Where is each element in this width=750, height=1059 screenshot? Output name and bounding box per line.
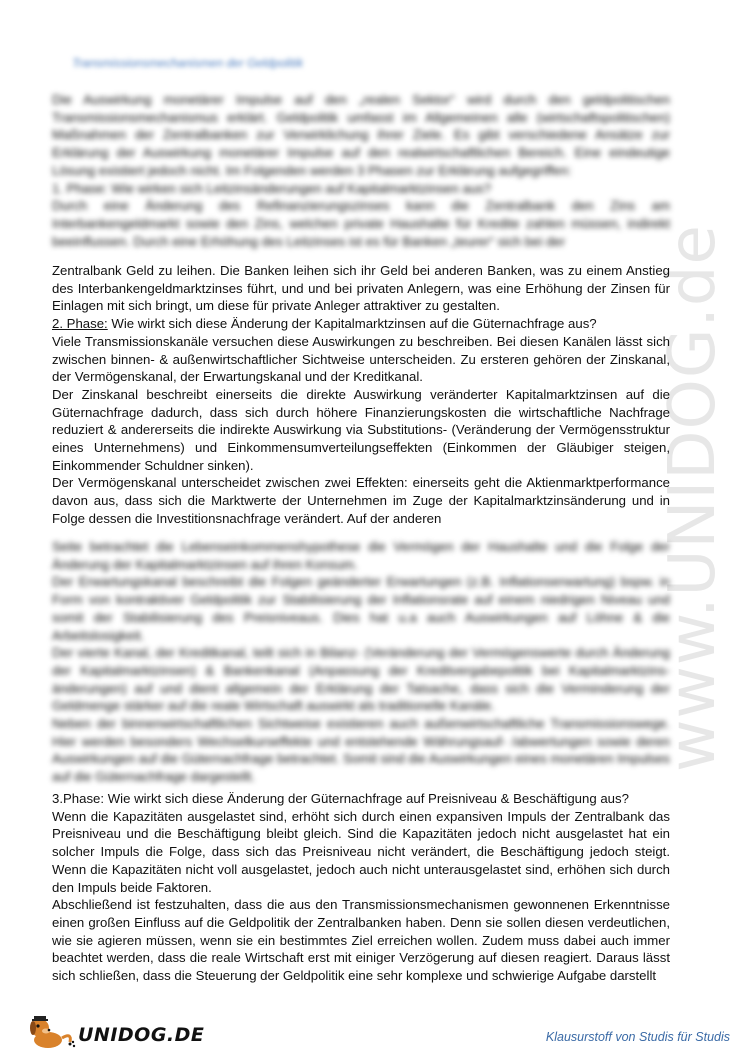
phase1-continuation: Zentralbank Geld zu leihen. Die Banken leihen sich ihr Geld bei anderen Banken, was zu einem Anstieg des Interbankengeldmarktzinses führt, und und bei privaten Anlegern, was eine Erhöhung der Zinsen für Einlagen mit sich bringt, um diese für private Anleger attraktiver zu gestalten. [52,263,670,314]
phase3-paragraph: Wenn die Kapazitäten ausgelastet sind, erhöht sich durch einen expansiven Impuls der Zentralbank das Preisniveau und die Beschäftigung bleibt gleich. Sind die Kapazitäten jedoch nicht ausgelastet hat ein solcher Impuls die Folge, dass sich das Preisniveau nicht verändert, die Beschäftigung jedoch steigt. Wenn die Kapazitäten nicht voll ausgelastet, jedoch auch nicht unterausgelastet sind, erhöhen sich durch den Impuls beide Faktoren. [52,808,670,895]
phase3-heading: 3.Phase: Wie wirkt sich diese Änderung der Güternachfrage auf Preisniveau & Beschäftigung aus? [52,791,629,806]
watermark-text: www.UNIDOG.de [656,224,730,772]
interest-channel-paragraph: Der Zinskanal beschreibt einerseits die direkte Auswirkung veränderter Kapitalmarktzinsen auf die Güternachfrage dadurch, dass sich durch höhere Finanzierungskosten die wirtschaftliche Nachfrage reduziert & andererseits die indirekte Auswirkung via Substitutions- (Veränderung der Vermögensstruktur eines Unternehmens) und Einkommensumverteilungseffekten (Einkommen der Gläubiger steigen, Einkommender Schuldner sinken). [52,386,670,473]
conclusion-paragraph: Abschließend ist festzuhalten, dass die aus den Transmissionsmechanismen gewonnenen Erkenntnisse einen großen Einfluss auf die Geldpolitik der Zentralbanken haben. Denn sie sollen diesen verdeutlichen, wie sie agieren müssen, wenn sie ein bestimmtes Ziel erreichen wollen. Zudem muss dabei auch immer beachtet werden, dass die reale Wirtschaft erst mit einiger Verzögerung auf diesen reagiert. Daraus lässt sich schließen, dass die Steuerung der Geldpolitik eine sehr komplexe und schwierige Aufgabe darstellt [52,897,670,984]
intro-paragraph: Die Auswirkung monetärer Impulse auf den „realen Sektor“ wird durch den geldpolitischen Transmissionsmechanismus erklärt. Geldpolitik umfasst im Allgemeinen alle (wirtschaftspolitischen) Maßnahmen der Zentralbanken zur Verwirklichung ihrer Ziele. Es gibt verschiedene Ansätze zur Erklärung der Auswirkung monetärer Impulse auf den realwirtschaftlichen Bereich. Eine eindeutige Lösung existiert jedoch nicht. Im Folgenden werden 3 Phasen zur Erklärung aufgegriffen: [52,92,670,178]
phase2-question: Wie wirkt sich diese Änderung der Kapitalmarktzinsen auf die Güternachfrage aus? [107,316,597,332]
dog-mascot-icon [26,1014,78,1050]
phase1-paragraph: Durch eine Änderung des Refinanzierungszinses kann die Zentralbank den Zins am Interbankengeldmarkt sowie den Zins, welchen private Haushalte für Kredite zahlen müssen, indirekt beeinflussen. Durch eine Erhöhung des Leitzinses ist es für Banken „teurer“ sich bei der [52,198,670,249]
footer-tagline: Klausurstoff von Studis für Studis [545,1030,730,1044]
wealth-channel-paragraph: Der Vermögenskanal unterscheidet zwischen zwei Effekten: einerseits geht die Aktienmarktperformance davon aus, dass sich die Marktwerte der Unternehmen im Zuge der Kapitalmarktzinsänderung und in Folge dessen die Investitionsnachfrage verändert. Auf der anderen [52,475,670,526]
channels-paragraph: Viele Transmissionskanäle versuchen diese Auswirkungen zu beschreiben. Bei diesen Kanälen lässt sich zwischen binnen- & außenwirtschaftlicher Sichtweise unterscheiden. Zu ersteren gehören der Zinskanal, der Vermögenskanal, der Erwartungskanal und der Kreditkanal. [52,333,670,385]
visible-section [52,262,670,528]
blurred-intro [52,91,670,250]
document-title: Transmissionsmechanismen der Geldpolitik [72,56,304,70]
phase1-heading: 1. Phase: Wie wirken sich Leitzinsänderungen auf Kapitalmarktzinsen aus? [52,180,492,196]
phase3-section [52,790,670,985]
phase2-heading [52,315,670,333]
blurred-middle [52,538,670,786]
life-income-paragraph: Seite betrachtet die Lebenseinkommenshypothese die Vermögen der Haushalte und die Folge der Änderung der Kapitalmarktzinsen auf ihren Konsum. [52,539,670,572]
external-channel-paragraph: Neben der binnenwirtschaftlichen Sichtweise existieren auch außenwirtschaftliche Transmissionswege. Hier werden besonders Wechselkurseffekte und entstehende Währungsauf- /abwertungen sowie deren Auswirkungen auf die Güternachfrage betrachtet. Somit sind die Auswirkungen eines monetären Impulses auf die Güternachfrage dargestellt. [52,716,670,785]
credit-channel-paragraph: Der vierte Kanal, der Kreditkanal, teilt sich in Bilanz- (Veränderung der Vermögenswerte durch Änderung der Kapitalmarktzinsen) & Bankenkanal (Anpassung der Kreditvergabepolitik bei Kapitalmarktzins-änderungen) auf und dient allgemein der Erklärung der Tatsache, dass sich die Verminderung der Geldmenge stärker auf die reale Wirtschaft auswirkt als traditionelle Kanäle. [52,645,670,714]
logo-text: UNIDOG.DE [78,1024,205,1046]
unidog-logo [26,1014,205,1050]
phase2-label: 2. Phase: [52,316,108,332]
expectation-channel-paragraph: Der Erwartungskanal beschreibt die Folgen geänderter Erwartungen (z.B. Inflationserwartung) bspw. in Form von kontraktiver Geldpolitik zur Stabilisierung der Inflationsrate auf einem niedrigen Niveau und somit der Stabilisierung des Preisniveaus. Dies hat u.a auch Auswirkungen auf Löhne & die Arbeitslosigkeit. [52,574,670,643]
